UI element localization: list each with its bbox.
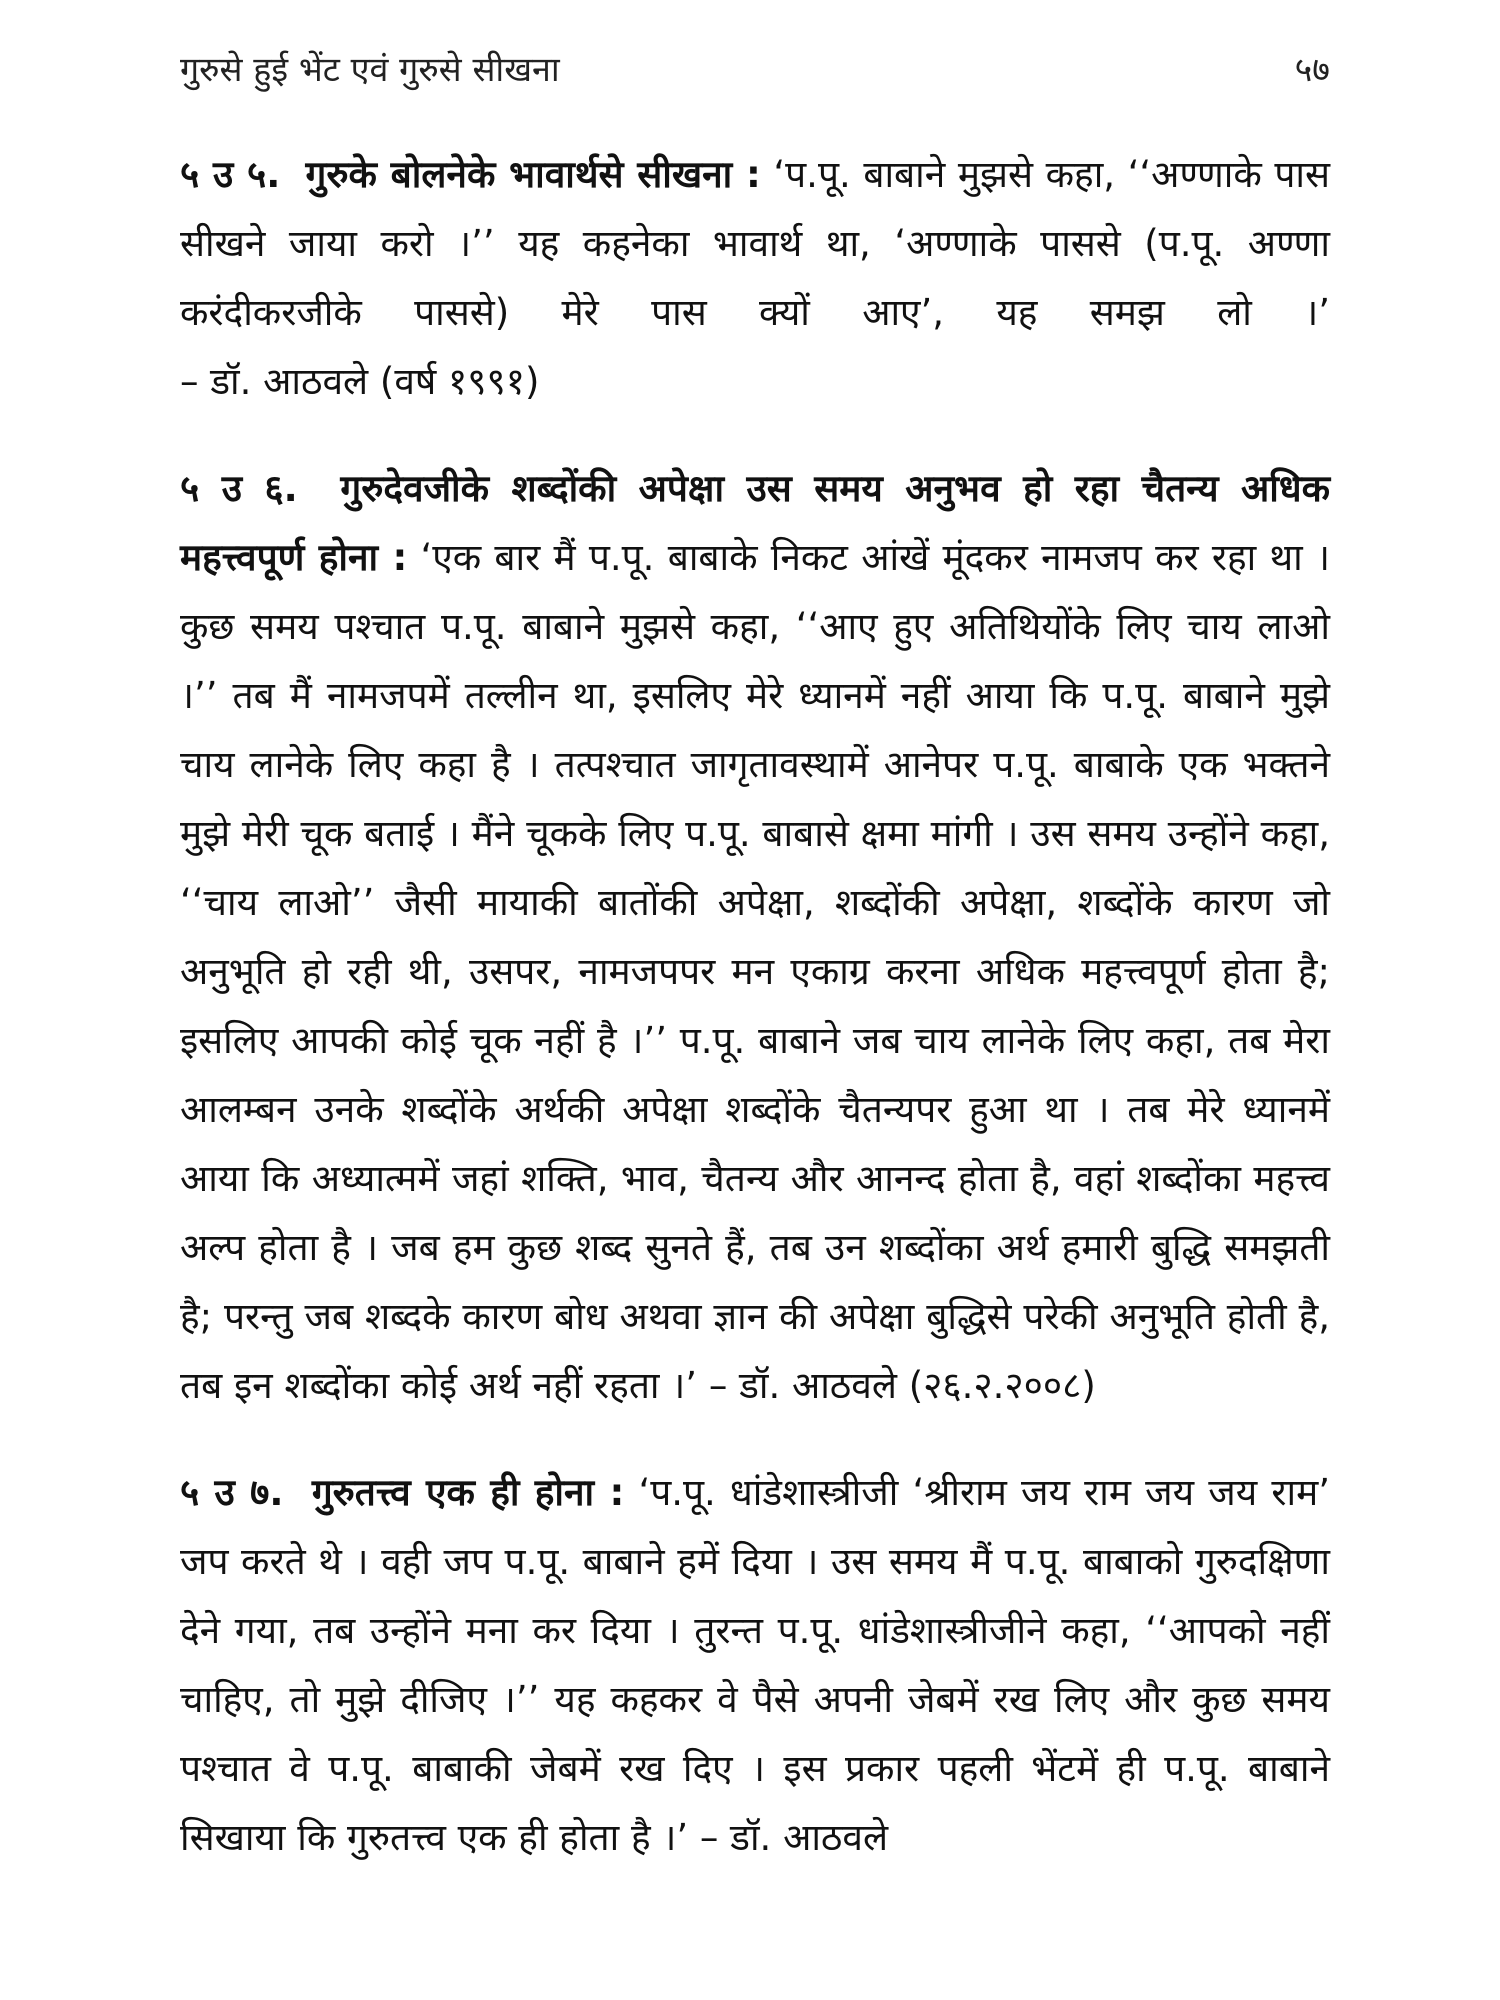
section-attribution: – डॉ. आठवले [699,1816,889,1859]
section-title: गुरुके बोलनेके भावार्थसे सीखना : [305,153,761,196]
section-attribution: – डॉ. आठवले (वर्ष १९९१) [180,360,540,403]
page-number: ५७ [1294,50,1330,90]
section-5-u-5 [180,140,1330,416]
section-body: ‘एक बार मैं प.पू. बाबाके निकट आंखें मूंदकर नामजप कर रहा था । कुछ समय पश्चात प.पू. बाबाने मुझसे कहा, ‘‘आए हुए अतिथियोंके लिए चाय लाओ ।’’ तब मैं नामजपमें तल्लीन था, इसलिए मेरे ध्यानमें नहीं आया कि प.पू. बाबाने मुझे चाय लानेके लिए कहा है । तत्पश्चात जागृतावस्थामें आनेपर प.पू. बाबाके एक भक्तने मुझे मेरी चूक बताई । मैंने चूकके लिए प.पू. बाबासे क्षमा मांगी । उस समय उन्होंने कहा, ‘‘चाय लाओ’’ जैसी मायाकी बातोंकी अपेक्षा, शब्दोंकी अपेक्षा, शब्दोंके कारण जो अनुभूति हो रही थी, उसपर, नामजपपर मन एकाग्र करना अधिक महत्त्वपूर्ण होता है; इसलिए आपकी कोई चूक नहीं है ।’’ प.पू. बाबाने जब चाय लानेके लिए कहा, तब मेरा आलम्बन उनके शब्दोंके अर्थकी अपेक्षा शब्दोंके चैतन्यपर हुआ था । तब मेरे ध्यानमें आया कि अध्यात्ममें जहां शक्ति, भाव, चैतन्य और आनन्द होता है, वहां शब्दोंका महत्त्व अल्प होता है । जब हम कुछ शब्द सुनते हैं, तब उन शब्दोंका अर्थ हमारी बुद्धि समझती है; परन्तु जब शब्दके कारण बोध अथवा ज्ञान की अपेक्षा बुद्धिसे परेकी अनुभूति होती है, तब इन शब्दोंका कोई अर्थ नहीं रहता ।’ [180,536,1330,1407]
section-body: ‘प.पू. बाबाने मुझसे कहा, ‘‘अण्णाके पास सीखने जाया करो ।’’ यह कहनेका भावार्थ था, ‘अण्णाके पाससे (प.पू. अण्णा करंदीकरजीके पाससे) मेरे पास क्यों आए’, यह समझ लो ।’ [180,153,1331,334]
section-attribution: – डॉ. आठवले (२६.२.२००८) [708,1364,1096,1407]
section-5-u-6 [180,454,1330,1420]
section-number: ५ उ ६. [180,467,298,510]
running-title: गुरुसे हुई भेंट एवं गुरुसे सीखना [180,50,560,90]
section-title: गुरुदेवजीके शब्दोंकी अपेक्षा उस समय अनुभव हो रहा चैतन्य अधिक महत्त्वपूर्ण होना : [180,467,1331,579]
section-5-u-7 [180,1458,1330,1872]
section-body: ‘प.पू. धांडेशास्त्रीजी ‘श्रीराम जय राम जय जय राम’ जप करते थे । वही जप प.पू. बाबाने हमें दिया । उस समय मैं प.पू. बाबाको गुरुदक्षिणा देने गया, तब उन्होंने मना कर दिया । तुरन्त प.पू. धांडेशास्त्रीजीने कहा, ‘‘आपको नहीं चाहिए, तो मुझे दीजिए ।’’ यह कहकर वे पैसे अपनी जेबमें रख लिए और कुछ समय पश्चात वे प.पू. बाबाकी जेबमें रख दिए । इस प्रकार पहली भेंटमें ही प.पू. बाबाने सिखाया कि गुरुतत्त्व एक ही होता है ।’ [180,1471,1331,1859]
running-header [180,38,1330,98]
section-title: गुरुतत्त्व एक ही होना : [311,1471,625,1514]
page-content [180,140,1330,1910]
section-number: ५ उ ७. [180,1471,284,1514]
section-number: ५ उ ५. [180,153,281,196]
